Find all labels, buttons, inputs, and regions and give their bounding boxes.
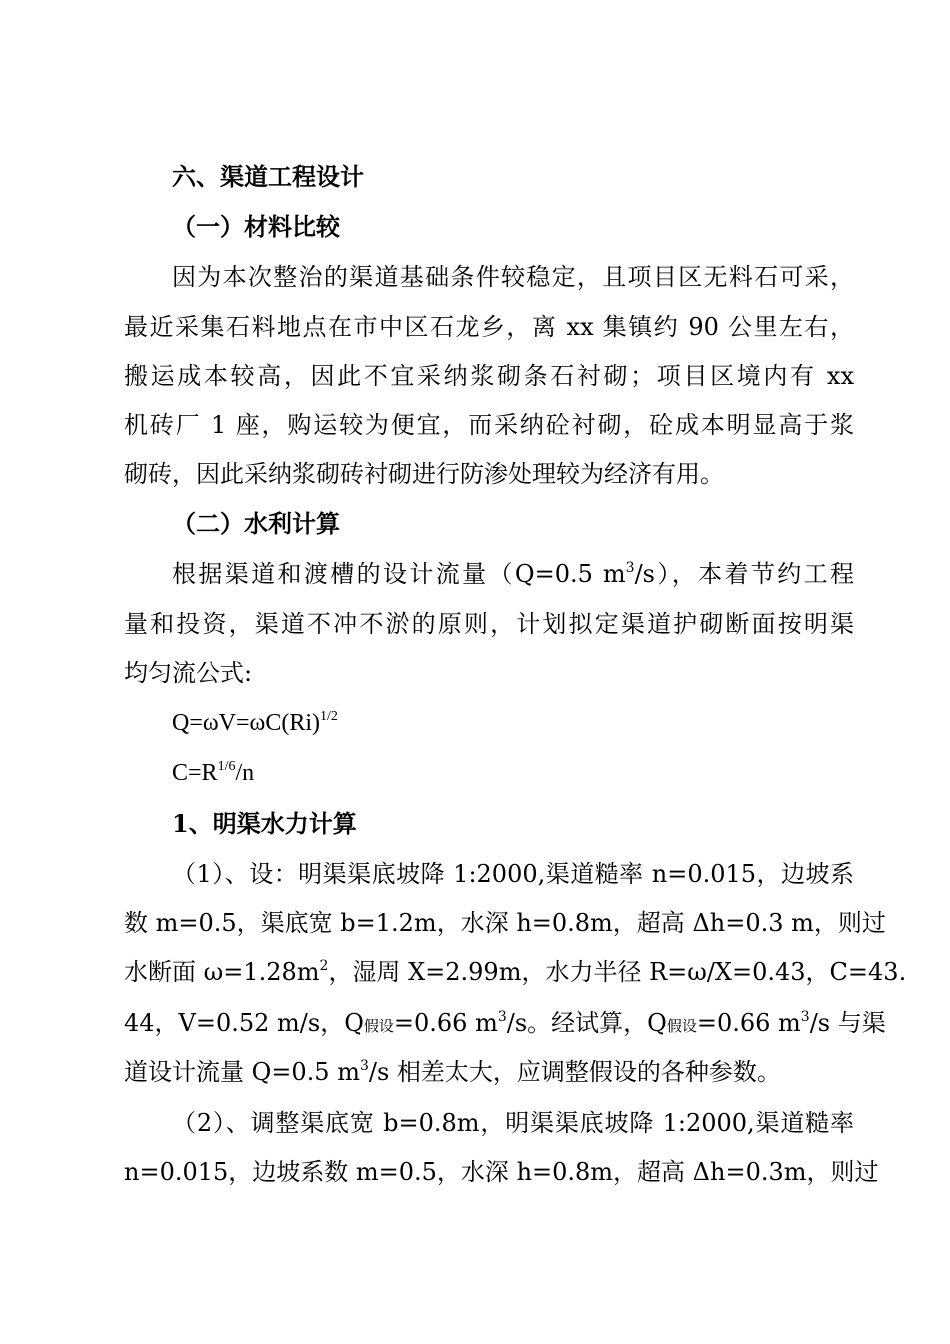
paragraph-line: n=0.015，边坡系数 m=0.5，水深 h=0.8m，超高 Δh=0.3m，则过 xyxy=(124,1158,879,1186)
paragraph-line: 量和投资，渠道不冲不淤的原则，计划拟定渠道护砌断面按明渠 xyxy=(124,610,854,638)
paragraph-line: 根据渠道和渡槽的设计流量（Q=0.5 $m^3/s$），本着节约工程 xyxy=(172,560,854,588)
paragraph-line: 搬运成本较高，因此不宜采纳浆砌条石衬砌；项目区境内有 xx xyxy=(124,362,854,390)
paragraph-line: 砌砖，因此采纳浆砌砖衬砌进行防渗处理较为经济有用。 xyxy=(124,460,724,488)
subsection-heading-hydraulics: （二）水利计算 xyxy=(172,509,340,538)
paragraph-line: 最近采集石料地点在市中区石龙乡，离 xx 集镇约 90 公里左右， xyxy=(124,313,854,341)
subsection-heading-materials: （一）材料比较 xyxy=(172,212,340,241)
subsection-heading-channel-calc: 1、明渠水力计算 xyxy=(172,809,357,838)
paragraph-line: 均匀流公式: xyxy=(124,659,253,687)
paragraph-line: （1）、设：明渠渠底坡降 1:2000,渠道糙率 n=0.015，边坡系 xyxy=(172,860,854,888)
section-heading: 六、渠道工程设计 xyxy=(172,162,364,191)
paragraph-line: 道设计流量 Q=0.5 $m^3/s$ 相差太大，应调整假设的各种参数。 xyxy=(124,1058,781,1086)
paragraph-line: 因为本次整治的渠道基础条件较稳定，且项目区无料石可采， xyxy=(172,263,854,291)
formula-chezy: $C=R^{1/6}/n$ xyxy=(172,759,255,786)
paragraph-line: 数 m=0.5，渠底宽 b=1.2m，水深 h=0.8m，超高 Δh=0.3 m，则过 xyxy=(124,909,886,937)
paragraph-line: 水断面 $\omega=1.28m^2$，湿周 X=2.99m，水力半径 R=ω/X=0.43，C=43. xyxy=(124,958,907,986)
formula-flow: $Q=\omega V=\omega C(Ri)^{1/2}$ xyxy=(172,709,338,736)
paragraph-line: 44，V=0.52 m/s，Q假设=0.66 $m^3/s$。经试算，Q假设=0.66 $m^3/s$ 与渠 xyxy=(124,1009,886,1037)
paragraph-line: （2）、调整渠底宽 b=0.8m，明渠渠底坡降 1:2000,渠道糙率 xyxy=(172,1109,854,1137)
paragraph-line: 机砖厂 1 座，购运较为便宜，而采纳砼衬砌，砼成本明显高于浆 xyxy=(124,411,854,439)
